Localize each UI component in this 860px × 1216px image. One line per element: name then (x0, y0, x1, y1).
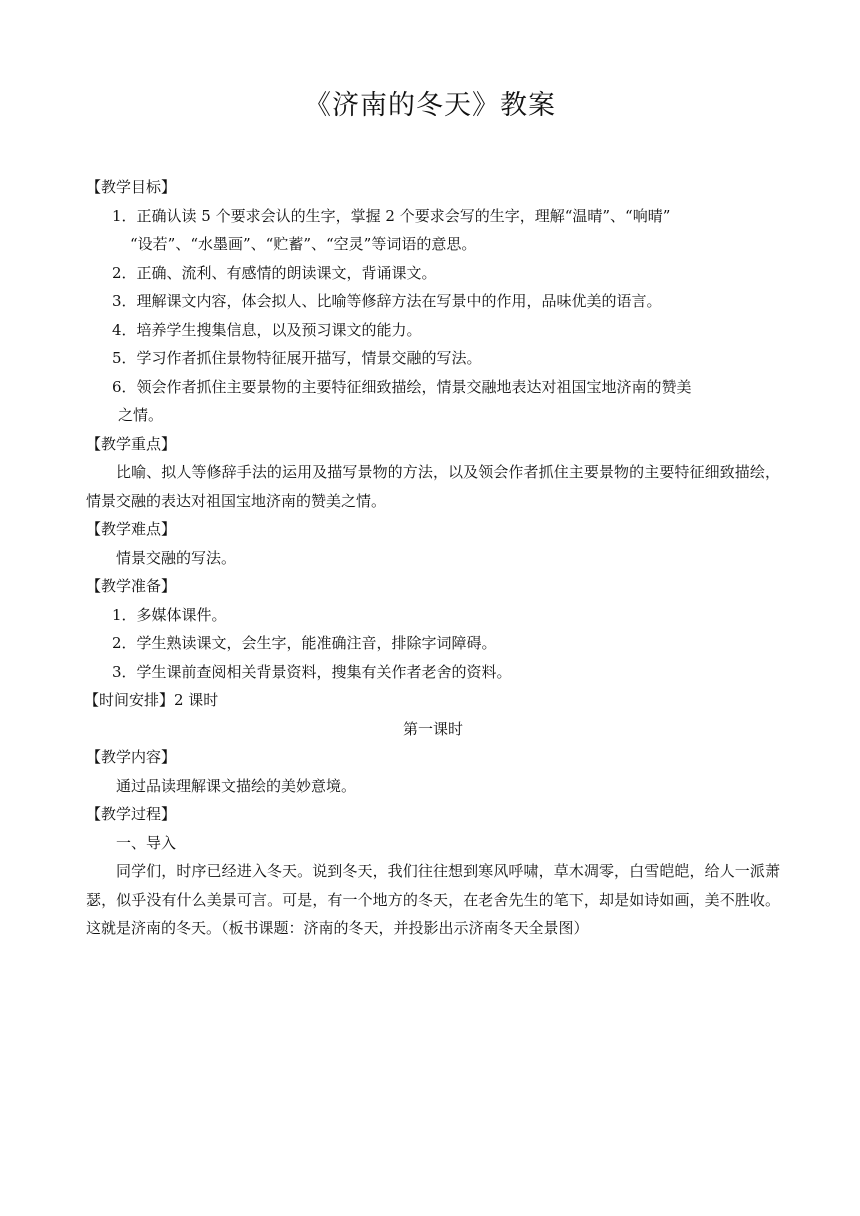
content-heading: 【教学内容】 (86, 748, 177, 766)
document-body (86, 173, 780, 943)
difficulty-text: 情景交融的写法。 (116, 548, 237, 567)
focus-text: 比喻、拟人等修辞手法的运用及描写景物的方法，以及领会作者抓住主要景物的主要特征细致描绘，情景交融的表达对祖国宝地济南的赞美之情。 (86, 463, 780, 510)
preparation-item: 2．学生熟读课文，会生字，能准确注音，排除字词障碍。 (112, 634, 497, 652)
goal-item (112, 373, 780, 430)
goal-item-continuation: “设若”、“水墨画”、“贮蓄”、“空灵”等词语的意思。 (130, 235, 477, 253)
difficulty-heading: 【教学难点】 (86, 520, 177, 538)
preparation-item: 1．多媒体课件。 (112, 605, 227, 624)
goal-item-line: 1．正确认读 5 个要求会认的生字，掌握 2 个要求会写的生字，理解“温晴”、“响晴” (112, 206, 671, 225)
goal-item-continuation: 之情。 (118, 406, 164, 424)
goal-item: 4．培养学生搜集信息，以及预习课文的能力。 (112, 320, 422, 339)
goal-item: 3．理解课文内容，体会拟人、比喻等修辞方法在写景中的作用，品味优美的语言。 (112, 292, 662, 310)
preparation-heading: 【教学准备】 (86, 577, 177, 595)
goal-item-line: 6．领会作者抓住主要景物的主要特征细致描绘，情景交融地表达对祖国宝地济南的赞美 (112, 377, 692, 396)
document-title: 《济南的冬天》教案 (304, 90, 556, 121)
lesson-title: 第一课时 (402, 719, 463, 738)
goal-item (112, 202, 780, 259)
process-heading: 【教学过程】 (86, 805, 177, 823)
focus-heading: 【教学重点】 (86, 434, 177, 453)
preparation-item: 3．学生课前查阅相关背景资料，搜集有关作者老舍的资料。 (112, 662, 512, 681)
goals-heading: 【教学目标】 (86, 178, 177, 196)
schedule-line: 【时间安排】2 课时 (84, 691, 219, 709)
process-step: 一、导入 (116, 833, 177, 852)
goal-item: 5．学习作者抓住景物特征展开描写，情景交融的写法。 (112, 349, 482, 367)
content-text: 通过品读理解课文描绘的美妙意境。 (116, 776, 357, 795)
goal-item: 2．正确、流利、有感情的朗读课文，背诵课文。 (112, 263, 437, 282)
process-text: 同学们，时序已经进入冬天。说到冬天，我们往往想到寒风呼啸，草木凋零，白雪皑皑，给人一派萧瑟，似乎没有什么美景可言。可是，有一个地方的冬天，在老舍先生的笔下，却是如诗如画，美不胜收。这就是济南的冬天。（板书课题：济南的冬天，并投影出示济南冬天全景图） (86, 862, 780, 937)
